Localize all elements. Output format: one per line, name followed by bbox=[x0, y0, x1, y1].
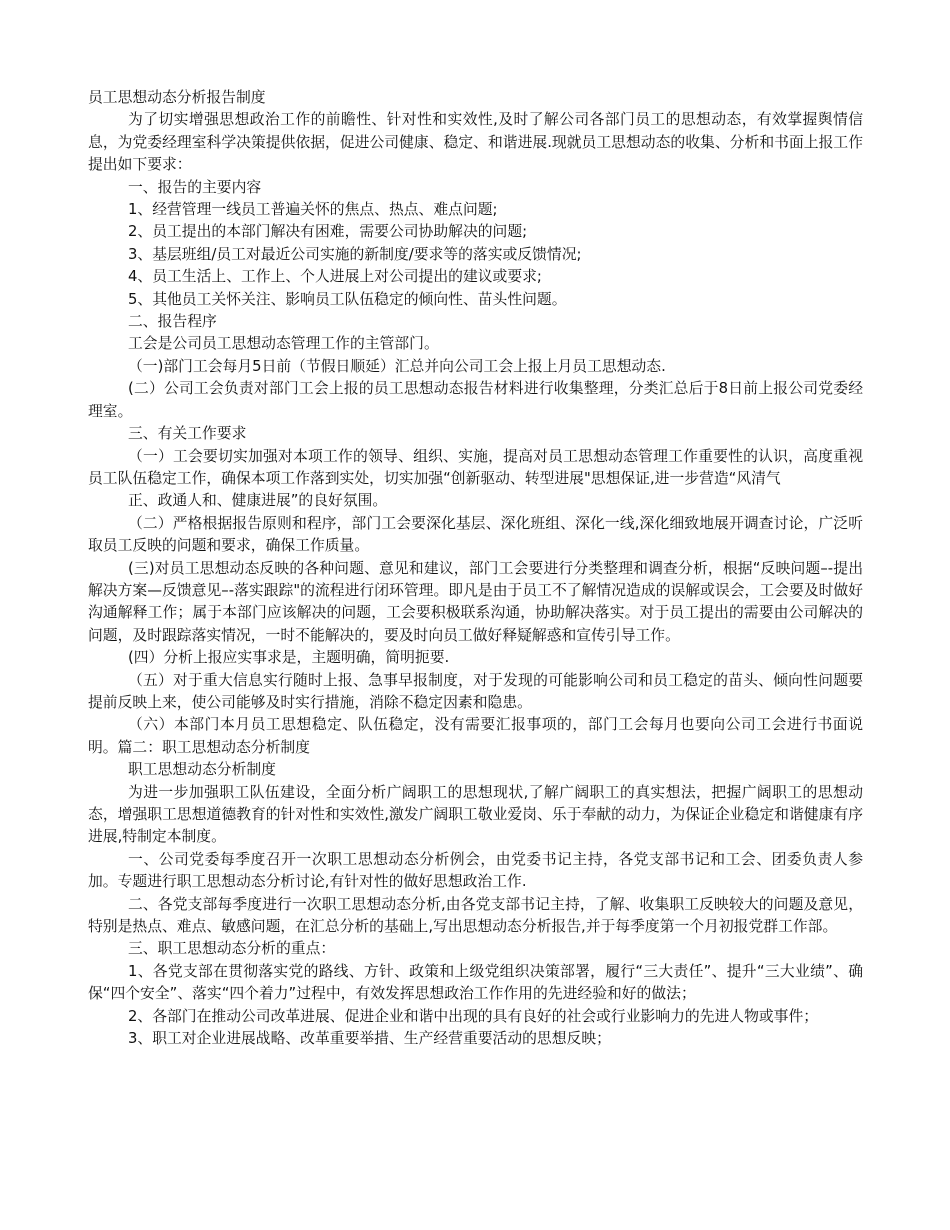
list-item: 3、职工对企业进展战略、改革重要举措、生产经营重要活动的思想反映； bbox=[128, 1030, 611, 1048]
list-item: 2、各部门在推动公司改革进展、促进企业和谐中出现的具有良好的社会或行业影响力的先进人物或事件； bbox=[128, 1007, 819, 1025]
paragraph: (三)对员工思想动态反映的各种问题、意见和建议，部门工会要进行分类整理和调查分析，根据“反映问题–-提出解决方案—反馈意见–-落实跟踪"的流程进行闭环管理。即凡是由于员工不了解情况造成的误解或误会，工会要及时做好沟通解释工作；属于本部门应该解决的问题，工会要积极联系沟通，协助解决落实。对于员工提出的需要由公司解决的问题，及时跟踪落实情况，一时不能解决的，要及时向员工做好释疑解惑和宣传引导工作。 bbox=[88, 559, 863, 644]
paragraph: 一、公司党委每季度召开一次职工思想动态分析例会，由党委书记主持，各党支部书记和工会、团委负责人参加。专题进行职工思想动态分析讨论,有针对性的做好思想政治工作. bbox=[88, 850, 863, 891]
list-item: 4、员工生活上、工作上、个人进展上对公司提出的建议或要求; bbox=[128, 268, 542, 286]
list-item: 1、各党支部在贯彻落实党的路线、方针、政策和上级党组织决策部署，履行“三大责任”、提升“三大业绩”、确保“四个安全”、落实“四个着力”过程中，有效发挥思想政治工作作用的先进经验和好的做法； bbox=[88, 962, 863, 1003]
paragraph: 正、政通人和、健康进展”的良好氛围。 bbox=[128, 492, 388, 510]
section-heading: 职工思想动态分析制度 bbox=[128, 761, 276, 779]
paragraph: (二）公司工会负责对部门工会上报的员工思想动态报告材料进行收集整理，分类汇总后于8日前上报公司党委经理室。 bbox=[88, 380, 863, 420]
document-title: 员工思想动态分析报告制度 bbox=[88, 89, 266, 106]
paragraph: (四）分析上报应实事求是，主题明确，简明扼要. bbox=[128, 649, 450, 667]
section-heading: 三、有关工作要求 bbox=[128, 425, 247, 443]
paragraph: （六）本部门本月员工思想稳定、队伍稳定，没有需要汇报事项的，部门工会每月也要向公司工会进行书面说明。篇二：职工思想动态分析制度 bbox=[88, 716, 863, 756]
list-item: 3、基层班组/员工对最近公司实施的新制度/要求等的落实或反馈情况; bbox=[128, 245, 582, 263]
paragraph: （五）对于重大信息实行随时上报、急事早报制度，对于发现的可能影响公司和员工稳定的苗头、倾向性问题要提前反映上来，使公司能够及时实行措施，消除不稳定因素和隐患。 bbox=[88, 671, 863, 711]
paragraph: 为了切实增强思想政治工作的前瞻性、针对性和实效性,及时了解公司各部门员工的思想动态，有效掌握舆情信息，为党委经理室科学决策提供依据，促进公司健康、稳定、和谐进展.现就员工思想动态的收集、分析和书面上报工作提出如下要求： bbox=[88, 111, 863, 174]
paragraph: 工会是公司员工思想动态管理工作的主管部门。 bbox=[128, 335, 439, 353]
paragraph: （一）工会要切实加强对本项工作的领导、组织、实施，提高对员工思想动态管理工作重要性的认识，高度重视员工队伍稳定工作，确保本项工作落到实处，切实加强“创新驱动、转型进展"思想保证,进一步营造“风清气 bbox=[88, 447, 863, 487]
document-page bbox=[88, 87, 863, 1050]
paragraph: 二、各党支部每季度进行一次职工思想动态分析,由各党支部书记主持，了解、收集职工反映较大的问题及意见，特别是热点、难点、敏感问题，在汇总分析的基础上,写出思想动态分析报告,并于每季度第一个月初报党群工作部。 bbox=[88, 895, 863, 936]
section-heading: 一、报告的主要内容 bbox=[128, 178, 262, 196]
paragraph: 为进一步加强职工队伍建设，全面分析广阔职工的思想现状,了解广阔职工的真实想法，把握广阔职工的思想动态，增强职工思想道德教育的针对性和实效性,激发广阔职工敬业爱岗、乐于奉献的动力，为保证企业稳定和谐健康有序进展,特制定本制度。 bbox=[88, 783, 863, 846]
list-item: 1、经营管理一线员工普遍关怀的焦点、热点、难点问题; bbox=[128, 201, 498, 219]
section-heading: 三、职工思想动态分析的重点： bbox=[128, 940, 336, 958]
list-item: 5、其他员工关怀关注、影响员工队伍稳定的倾向性、苗头性问题。 bbox=[128, 290, 567, 308]
paragraph: （一)部门工会每月5日前（节假日顺延）汇总并向公司工会上报上月员工思想动态. bbox=[128, 357, 666, 375]
paragraph: （二）严格根据报告原则和程序，部门工会要深化基层、深化班组、深化一线,深化细致地展开调查讨论，广泛听取员工反映的问题和要求，确保工作质量。 bbox=[88, 514, 863, 555]
section-heading: 二、报告程序 bbox=[128, 313, 217, 331]
list-item: 2、员工提出的本部门解决有困难，需要公司协助解决的问题; bbox=[128, 223, 528, 241]
